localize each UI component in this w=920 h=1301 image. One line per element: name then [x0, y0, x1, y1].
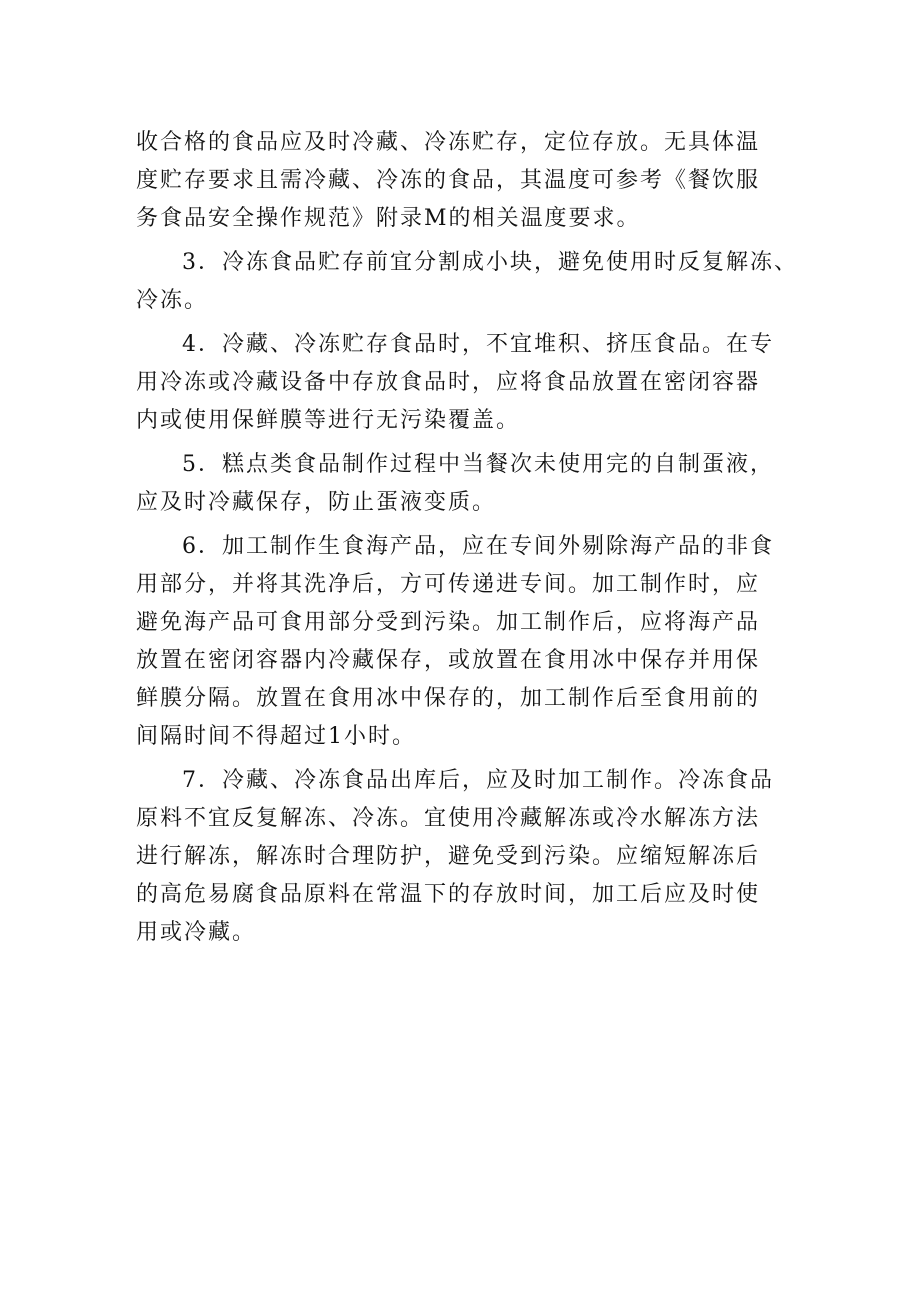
paragraph-item-3 — [136, 244, 816, 320]
paragraph-storage-intro — [136, 124, 816, 238]
text-line: 的高危易腐食品原料在常温下的存放时间，加工后应及时使 — [136, 882, 761, 907]
paragraph-item-7 — [136, 762, 816, 952]
text-line: 用冷冻或冷藏设备中存放食品时，应将食品放置在密闭容器 — [136, 370, 761, 395]
text-line: 务食品安全操作规范》附录M的相关温度要求。 — [136, 206, 641, 231]
text-line: 5．糕点类食品制作过程中当餐次未使用完的自制蛋液， — [182, 452, 774, 477]
paragraph-item-6 — [136, 528, 816, 756]
text-line: 4．冷藏、冷冻贮存食品时，不宜堆积、挤压食品。在专 — [182, 332, 774, 357]
text-line: 度贮存要求且需冷藏、冷冻的食品，其温度可参考《餐饮服 — [136, 168, 761, 193]
text-line: 用或冷藏。 — [136, 920, 257, 945]
text-line: 6．加工制作生食海产品，应在专间外剔除海产品的非食 — [182, 534, 774, 559]
text-line: 放置在密闭容器内冷藏保存，或放置在食用冰中保存并用保 — [136, 648, 761, 673]
text-line: 间隔时间不得超过1小时。 — [136, 724, 416, 749]
text-line: 避免海产品可食用部分受到污染。加工制作后，应将海产品 — [136, 610, 761, 635]
paragraph-item-4 — [136, 326, 816, 440]
text-line: 原料不宜反复解冻、冷冻。宜使用冷藏解冻或冷水解冻方法 — [136, 806, 761, 831]
text-line: 应及时冷藏保存，防止蛋液变质。 — [136, 490, 497, 515]
text-line: 鲜膜分隔。放置在食用冰中保存的，加工制作后至食用前的 — [136, 686, 761, 711]
text-line: 3．冷冻食品贮存前宜分割成小块，避免使用时反复解冻、 — [182, 250, 798, 275]
paragraph-item-5 — [136, 446, 816, 522]
text-line: 进行解冻，解冻时合理防护，避免受到污染。应缩短解冻后 — [136, 844, 761, 869]
text-line: 收合格的食品应及时冷藏、冷冻贮存，定位存放。无具体温 — [136, 130, 761, 155]
text-line: 冷冻。 — [136, 288, 209, 313]
text-line: 内或使用保鲜膜等进行无污染覆盖。 — [136, 408, 521, 433]
document-body — [136, 124, 816, 958]
text-line: 用部分，并将其洗净后，方可传递进专间。加工制作时，应 — [136, 572, 761, 597]
text-line: 7．冷藏、冷冻食品出库后，应及时加工制作。冷冻食品 — [182, 768, 774, 793]
